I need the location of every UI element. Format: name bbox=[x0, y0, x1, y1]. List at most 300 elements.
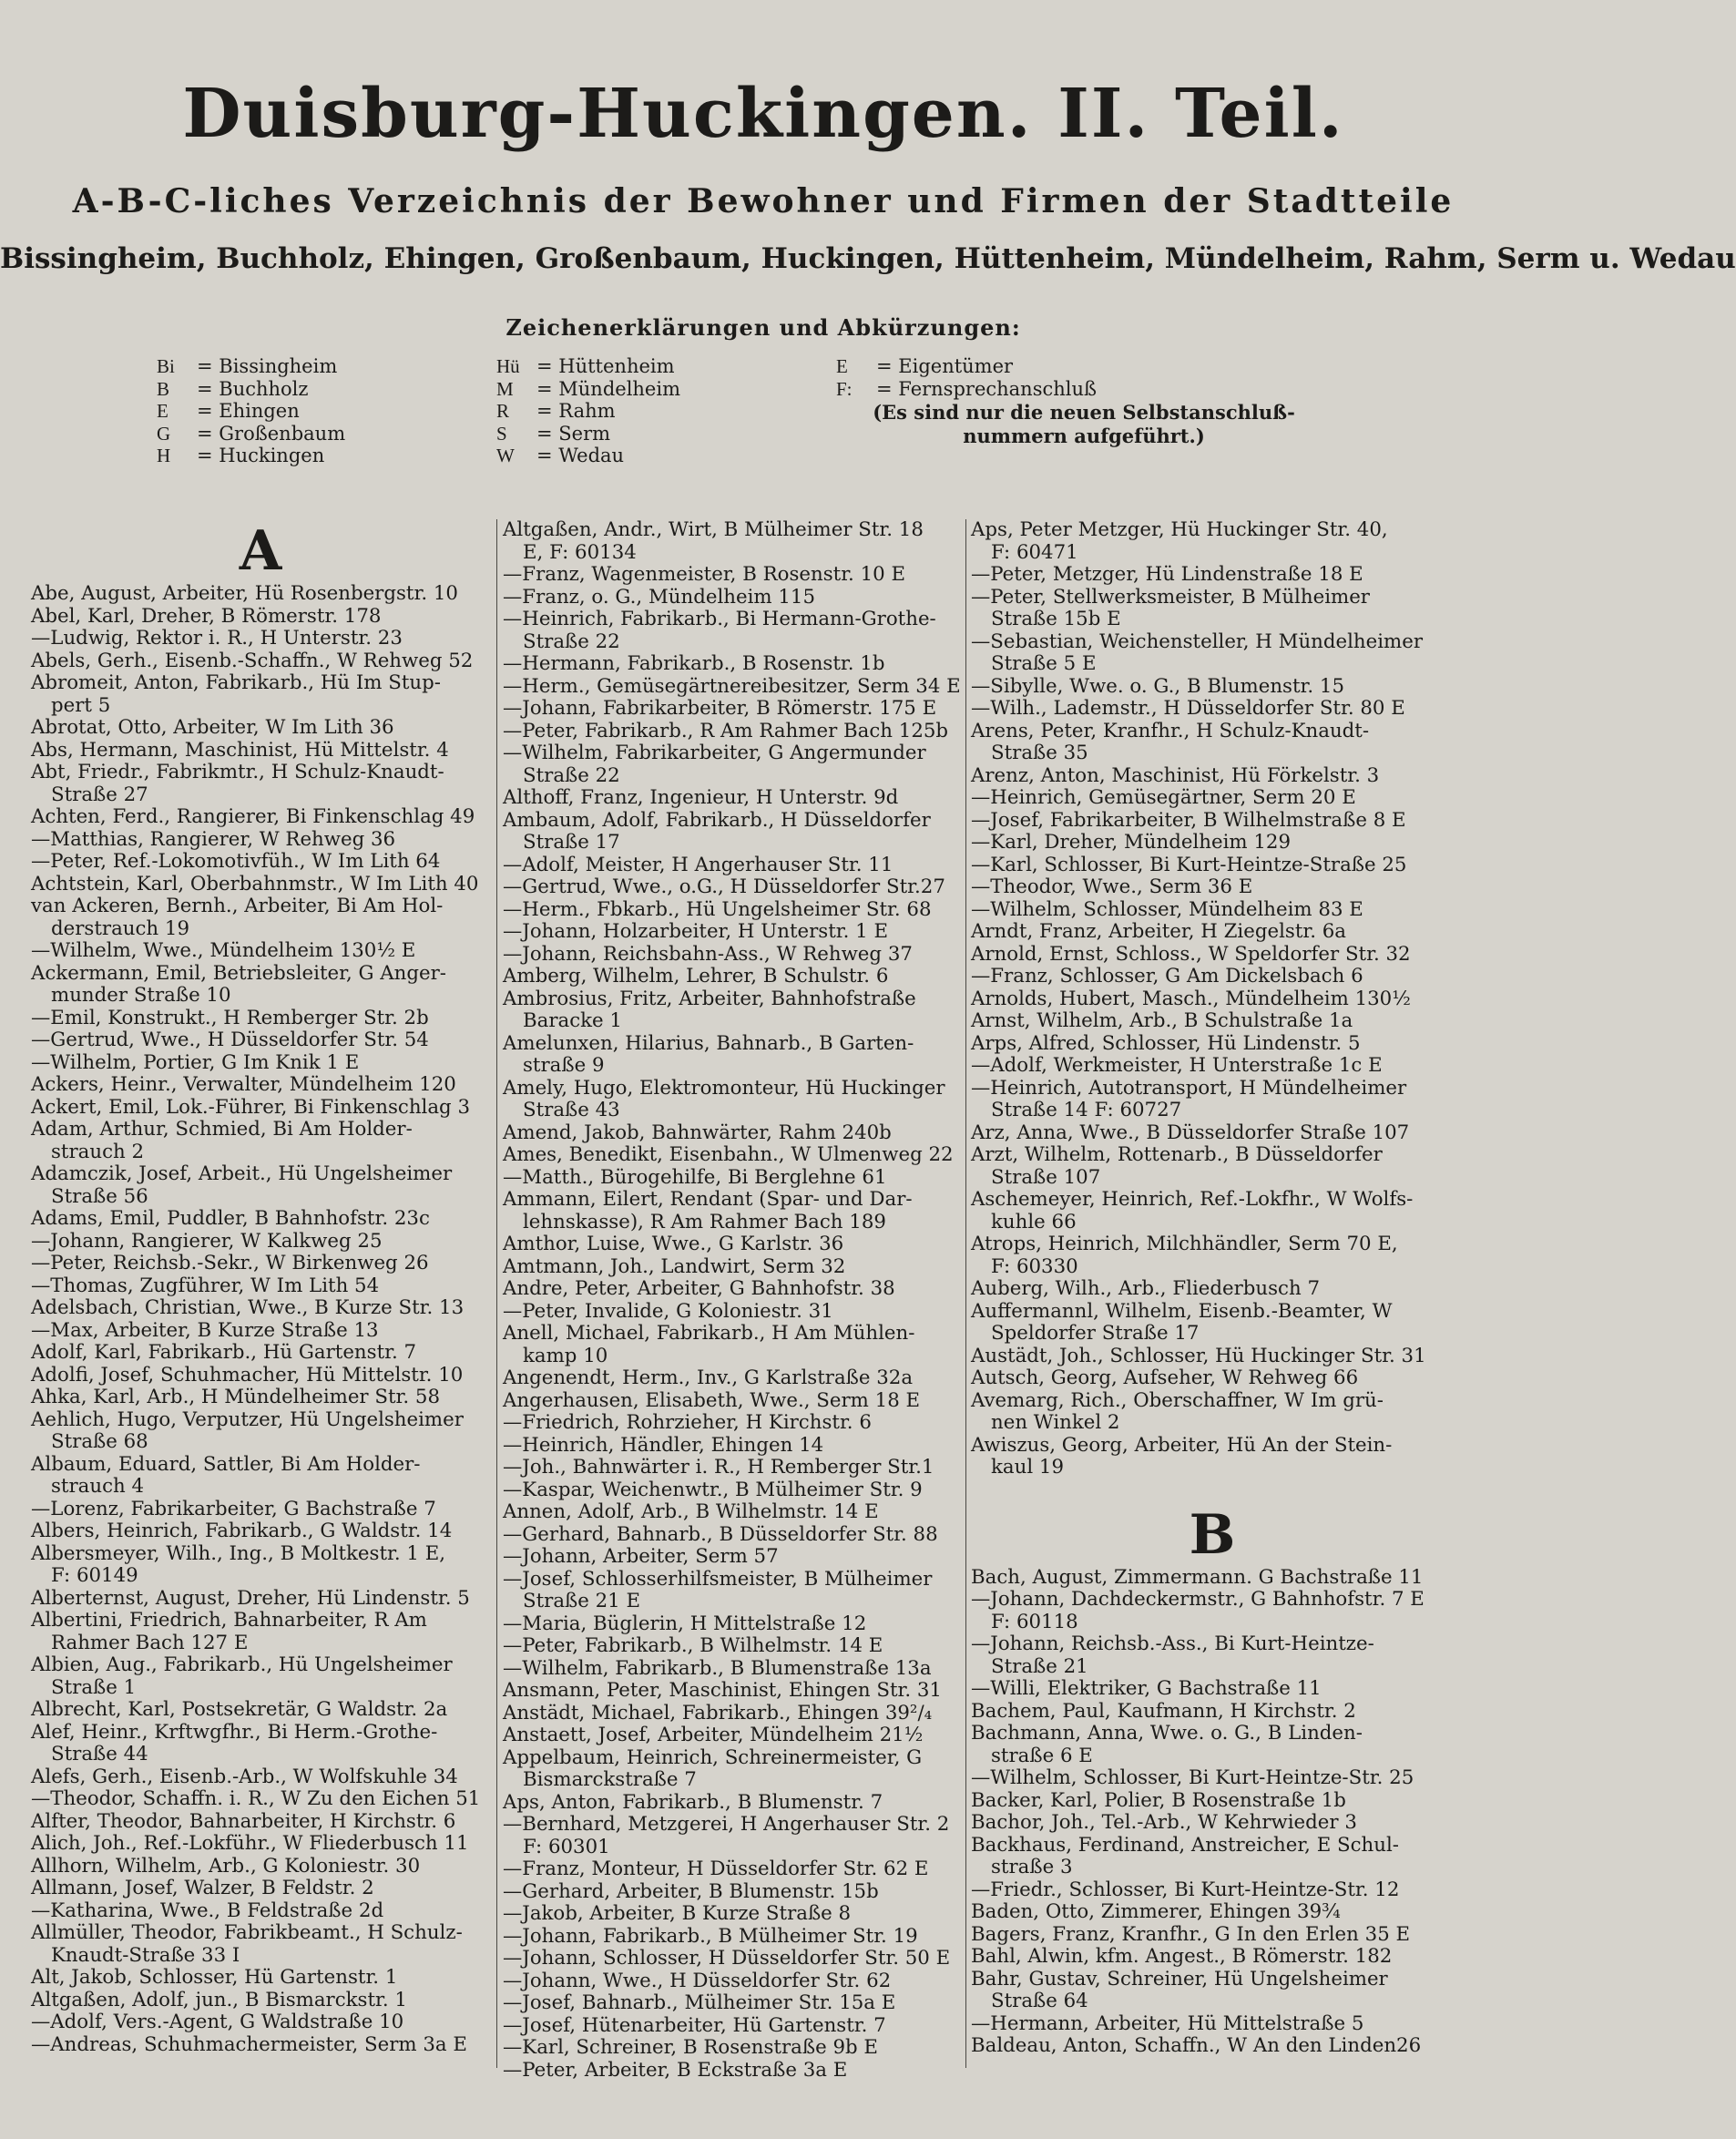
directory-entry-line bbox=[503, 1524, 961, 1547]
entry-text: Altgaßen, Adolf, jun., B Bismarckstr. 1 bbox=[31, 1988, 407, 2011]
entry-text: —Franz, o. G., Mündelheim 115 bbox=[503, 585, 816, 609]
directory-entry-line bbox=[503, 1233, 961, 1256]
directory-entry-line bbox=[971, 653, 1454, 676]
directory-entry-line bbox=[31, 829, 490, 852]
entry-text: —Wilhelm, Schlosser, Bi Kurt-Heintze-Str. 25 bbox=[971, 1766, 1414, 1789]
entry-text: Alefs, Gerh., Eisenb.-Arb., W Wolfskuhle 34 bbox=[31, 1765, 458, 1788]
entry-text: F: 60149 bbox=[51, 1564, 138, 1587]
entry-text: —Johann, Holzarbeiter, H Unterstr. 1 E bbox=[503, 920, 889, 943]
directory-entry-line bbox=[971, 721, 1454, 743]
directory-entry-line bbox=[503, 944, 961, 967]
entry-text: —Josef, Bahnarb., Mülheimer Str. 15a E bbox=[503, 1991, 896, 2014]
directory-entry-line bbox=[31, 784, 490, 807]
directory-entry-line bbox=[503, 1167, 961, 1190]
entry-text: Angerhausen, Elisabeth, Wwe., Serm 18 E bbox=[503, 1388, 921, 1412]
legend-column-2 bbox=[496, 355, 680, 467]
directory-entry-line bbox=[503, 1948, 961, 1970]
directory-entry-line bbox=[31, 672, 490, 695]
directory-entry-line bbox=[971, 1189, 1454, 1212]
entry-text: —Wilh., Lademstr., H Düsseldorfer Str. 80 E bbox=[971, 697, 1405, 720]
directory-entry-line bbox=[503, 587, 961, 609]
directory-entry-line bbox=[503, 1926, 961, 1949]
directory-entry-line bbox=[971, 1055, 1454, 1078]
entry-text: van Ackeren, Bernh., Arbeiter, Bi Am Hol- bbox=[31, 895, 444, 917]
directory-entry-line bbox=[503, 1769, 961, 1792]
entry-text: Bagers, Franz, Kranfhr., G In den Erlen 35 E bbox=[971, 1922, 1411, 1946]
directory-entry-line bbox=[31, 1097, 490, 1120]
entry-text: —Wilhelm, Fabrikarb., B Blumenstraße 13a bbox=[503, 1656, 932, 1680]
directory-entry-line bbox=[503, 631, 961, 654]
entry-text: Althoff, Franz, Ingenieur, H Unterstr. 9d bbox=[503, 786, 899, 809]
legend-note bbox=[820, 401, 1348, 448]
entry-text: Straße 17 bbox=[523, 831, 620, 854]
directory-entry-line bbox=[971, 1100, 1454, 1122]
section-letter: B bbox=[1189, 1502, 1236, 1567]
directory-entry-line bbox=[31, 717, 490, 740]
directory-entry-line bbox=[971, 1790, 1454, 1813]
entry-text: —Johann, Dachdeckermstr., G Bahnhofstr. 7 E bbox=[971, 1588, 1425, 1611]
directory-entry-line bbox=[31, 1253, 490, 1275]
directory-entry-line bbox=[971, 1122, 1454, 1145]
directory-entry-line bbox=[31, 1476, 490, 1499]
entry-text: —Matth., Bürogehilfe, Bi Berglehne 61 bbox=[503, 1165, 887, 1189]
legend-meaning: = Ehingen bbox=[197, 400, 300, 422]
entry-text: Alt, Jakob, Schlosser, Hü Gartenstr. 1 bbox=[31, 1966, 398, 1989]
entry-text: Andre, Peter, Arbeiter, G Bahnhofstr. 38 bbox=[503, 1277, 895, 1300]
entry-text: Auberg, Wilh., Arb., Fliederbusch 7 bbox=[971, 1277, 1321, 1300]
entry-text: Ackert, Emil, Lok.-Führer, Bi Finkenschlag 3 bbox=[31, 1095, 470, 1119]
directory-entry-line bbox=[31, 1499, 490, 1521]
entry-text: Anstädt, Michael, Fabrikarb., Ehingen 39²/₄ bbox=[503, 1701, 933, 1725]
directory-entry-line bbox=[503, 1680, 961, 1703]
directory-entry-line bbox=[503, 519, 961, 542]
entry-text: —Peter, Ref.-Lokomotivfüh., W Im Lith 64 bbox=[31, 850, 441, 873]
directory-entry-line bbox=[971, 1745, 1454, 1768]
entry-text: Altgaßen, Andr., Wirt, B Mülheimer Str. 18 bbox=[503, 518, 924, 541]
directory-entry-line bbox=[503, 1837, 961, 1859]
directory-entry-line bbox=[971, 1678, 1454, 1701]
entry-text: —Johann, Fabrikarbeiter, B Römerstr. 175 E bbox=[503, 697, 937, 720]
entry-text: Amend, Jakob, Bahnwärter, Rahm 240b bbox=[503, 1121, 892, 1144]
directory-entry-line bbox=[31, 1922, 490, 1945]
directory-entry-line bbox=[971, 1367, 1454, 1390]
directory-entry-line bbox=[503, 1501, 961, 1524]
entry-text: Ahka, Karl, Arb., H Mündelheimer Str. 58 bbox=[31, 1386, 441, 1408]
entry-text: —Josef, Hütenarbeiter, Hü Gartenstr. 7 bbox=[503, 2013, 886, 2037]
entry-text: —Peter, Fabrikarb., R Am Rahmer Bach 125b bbox=[503, 719, 949, 742]
directory-entry-line bbox=[31, 1342, 490, 1365]
entry-text: Baracke 1 bbox=[523, 1009, 622, 1032]
entry-text: —Hermann, Fabrikarb., B Rosenstr. 1b bbox=[503, 652, 885, 675]
directory-entry-line bbox=[971, 944, 1454, 967]
directory-entry-line bbox=[503, 988, 961, 1011]
entry-text: Straße 14 F: 60727 bbox=[991, 1099, 1182, 1121]
legend-note-line: nummern aufgeführt.) bbox=[963, 425, 1205, 447]
directory-entry-line bbox=[31, 1208, 490, 1231]
directory-entry-line bbox=[503, 1189, 961, 1212]
entry-text: —Peter, Stellwerksmeister, B Mülheimer bbox=[971, 585, 1370, 609]
entry-text: Abel, Karl, Dreher, B Römerstr. 178 bbox=[31, 604, 382, 628]
entry-text: —Gertrud, Wwe., o.G., H Düsseldorfer Str.27 bbox=[503, 875, 945, 898]
legend-column-3 bbox=[836, 355, 1097, 400]
directory-entry-line bbox=[503, 1881, 961, 1904]
directory-entry-line bbox=[971, 1857, 1454, 1879]
entry-text: —Jakob, Arbeiter, B Kurze Straße 8 bbox=[503, 1902, 852, 1925]
entry-text: Albien, Aug., Fabrikarb., Hü Ungelsheimer bbox=[31, 1653, 453, 1676]
entry-text: —Johann, Fabrikarb., B Mülheimer Str. 19 bbox=[503, 1924, 918, 1948]
legend-abbrev: R bbox=[496, 400, 510, 422]
directory-entry-line bbox=[503, 1569, 961, 1591]
entry-text: Awiszus, Georg, Arbeiter, Hü An der Stein- bbox=[971, 1433, 1393, 1457]
entry-text: —Joh., Bahnwärter i. R., H Remberger Str.1 bbox=[503, 1456, 934, 1479]
directory-entry-line bbox=[503, 742, 961, 765]
entry-text: Adamczik, Josef, Arbeit., Hü Ungelsheimer bbox=[31, 1162, 453, 1185]
directory-entry-line bbox=[31, 1967, 490, 1990]
section-letter: A bbox=[239, 519, 282, 583]
directory-entry-line bbox=[31, 1990, 490, 2012]
directory-entry-line bbox=[31, 1409, 490, 1432]
directory-entry-line bbox=[971, 542, 1454, 565]
entry-text: —Max, Arbeiter, B Kurze Straße 13 bbox=[31, 1318, 379, 1342]
directory-entry-line bbox=[31, 1766, 490, 1789]
directory-entry-line bbox=[503, 698, 961, 721]
directory-entry-line bbox=[971, 1656, 1454, 1679]
directory-entry-line bbox=[503, 810, 961, 833]
directory-entry-line bbox=[971, 1879, 1454, 1902]
entry-text: Albaum, Eduard, Sattler, Bi Am Holder- bbox=[31, 1452, 421, 1476]
legend-entry bbox=[157, 445, 345, 467]
entry-text: Arps, Alfred, Schlosser, Hü Lindenstr. 5 bbox=[971, 1031, 1361, 1055]
entry-text: —Wilhelm, Portier, G Im Knik 1 E bbox=[31, 1050, 360, 1074]
entry-text: —Gerhard, Arbeiter, B Blumenstr. 15b bbox=[503, 1879, 879, 1903]
entry-text: Knaudt-Straße 33 I bbox=[51, 1943, 240, 1967]
entry-text: Alberternst, August, Dreher, Hü Lindenstr. 5 bbox=[31, 1586, 470, 1610]
districts-list: Bissingheim, Buchholz, Ehingen, Großenbaum, Huckingen, Hüttenheim, Mündelheim, Rahm, Serm u. Wedau bbox=[0, 242, 1736, 275]
directory-entry-line bbox=[971, 1233, 1454, 1256]
entry-text: —Matthias, Rangierer, W Rehweg 36 bbox=[31, 827, 396, 851]
directory-entry-line bbox=[971, 1946, 1454, 1969]
directory-entry-line bbox=[503, 1323, 961, 1346]
directory-entry-line bbox=[971, 742, 1454, 765]
directory-entry-line bbox=[971, 1301, 1454, 1324]
directory-entry-line bbox=[31, 1856, 490, 1878]
entry-text: strauch 4 bbox=[51, 1475, 145, 1498]
directory-entry-line bbox=[503, 1814, 961, 1837]
entry-text: Straße 44 bbox=[51, 1743, 148, 1765]
directory-entry-line bbox=[503, 1055, 961, 1078]
directory-entry-line bbox=[503, 609, 961, 631]
entry-text: —Peter, Arbeiter, B Eckstraße 3a E bbox=[503, 2058, 848, 2082]
entry-text: Ames, Benedikt, Eisenbahn., W Ulmenweg 22 bbox=[503, 1143, 954, 1166]
directory-entry-line bbox=[971, 1078, 1454, 1100]
entry-text: —Johann, Reichsbahn-Ass., W Rehweg 37 bbox=[503, 942, 913, 966]
directory-entry-line bbox=[31, 1052, 490, 1075]
directory-column-1 bbox=[31, 519, 490, 2056]
entry-text: —Theodor, Schaffn. i. R., W Zu den Eichen 51 bbox=[31, 1787, 481, 1810]
legend-meaning: = Serm bbox=[536, 422, 611, 445]
directory-entry-line bbox=[503, 1613, 961, 1636]
directory-entry-line bbox=[503, 542, 961, 565]
entry-text: —Johann, Schlosser, H Düsseldorfer Str. 50 E bbox=[503, 1947, 951, 1970]
entry-text: Baden, Otto, Zimmerer, Ehingen 39¾ bbox=[971, 1900, 1341, 1923]
entry-text: —Friedr., Schlosser, Bi Kurt-Heintze-Str. 12 bbox=[971, 1878, 1400, 1901]
directory-entry-line bbox=[971, 1723, 1454, 1745]
entry-text: Ammann, Eilert, Rendant (Spar- und Dar- bbox=[503, 1188, 913, 1211]
directory-entry-line bbox=[503, 2037, 961, 2060]
entry-text: Avemarg, Rich., Oberschaffner, W Im grü- bbox=[971, 1388, 1384, 1412]
directory-entry-line bbox=[31, 2011, 490, 2034]
directory-entry-line bbox=[503, 1992, 961, 2015]
directory-entry-line bbox=[971, 1033, 1454, 1056]
directory-entry-line bbox=[971, 1010, 1454, 1033]
directory-entry-line bbox=[971, 1435, 1454, 1458]
entry-text: Arz, Anna, Wwe., B Düsseldorfer Straße 107 bbox=[971, 1121, 1410, 1144]
directory-entry-line bbox=[503, 1122, 961, 1145]
directory-entry-line bbox=[503, 653, 961, 676]
legend-abbrev: F: bbox=[836, 377, 853, 400]
directory-entry-line bbox=[971, 787, 1454, 810]
directory-entry-line bbox=[971, 1612, 1454, 1634]
directory-entry-line bbox=[31, 1588, 490, 1611]
directory-entry-line bbox=[971, 698, 1454, 721]
entry-text: Albrecht, Karl, Postsekretär, G Waldstr. 2a bbox=[31, 1698, 448, 1721]
directory-entry-line bbox=[971, 1767, 1454, 1790]
directory-entry-line bbox=[31, 806, 490, 829]
entry-text: Arnst, Wilhelm, Arb., B Schulstraße 1a bbox=[971, 1009, 1353, 1032]
entry-text: —Ludwig, Rektor i. R., H Unterstr. 23 bbox=[31, 627, 403, 650]
directory-entry-line bbox=[971, 1323, 1454, 1346]
directory-entry-line bbox=[503, 1010, 961, 1033]
directory-entry-line bbox=[503, 1100, 961, 1122]
directory-entry-line bbox=[971, 1567, 1454, 1590]
entry-text: Anell, Michael, Fabrikarb., H Am Mühlen- bbox=[503, 1322, 915, 1345]
entry-text: Bahl, Alwin, kfm. Angest., B Römerstr. 182 bbox=[971, 1945, 1393, 1968]
entry-text: Straße 56 bbox=[51, 1184, 148, 1208]
legend-entry bbox=[496, 355, 680, 378]
legend-heading: Zeichenerklärungen und Abkürzungen: bbox=[505, 314, 1021, 341]
directory-entry-line bbox=[503, 1703, 961, 1725]
directory-entry-line bbox=[971, 1212, 1454, 1234]
directory-entry-line bbox=[31, 762, 490, 784]
legend-abbrev: E bbox=[157, 400, 168, 422]
directory-entry-line bbox=[31, 1654, 490, 1677]
directory-entry-line bbox=[971, 988, 1454, 1011]
directory-entry-line bbox=[971, 832, 1454, 855]
directory-entry-line bbox=[971, 609, 1454, 631]
entry-text: Arenz, Anton, Maschinist, Hü Förkelstr. 3 bbox=[971, 763, 1380, 787]
legend-meaning: = Fernsprechanschluß bbox=[876, 377, 1098, 400]
legend-entry bbox=[157, 355, 345, 378]
entry-text: —Gertrud, Wwe., H Düsseldorfer Str. 54 bbox=[31, 1029, 429, 1051]
entry-text: Ambaum, Adolf, Fabrikarb., H Düsseldorfer bbox=[503, 808, 931, 832]
directory-entry-line bbox=[31, 1297, 490, 1320]
directory-entry-line bbox=[31, 1788, 490, 1811]
directory-entry-line bbox=[503, 1346, 961, 1368]
directory-entry-line bbox=[31, 1878, 490, 1900]
directory-entry-line bbox=[503, 787, 961, 810]
directory-entry-line bbox=[971, 1924, 1454, 1947]
entry-text: F: 60301 bbox=[523, 1835, 610, 1858]
entry-text: Abs, Hermann, Maschinist, Hü Mittelstr. 4 bbox=[31, 738, 449, 762]
directory-entry-line bbox=[971, 855, 1454, 877]
entry-text: Amthor, Luise, Wwe., G Karlstr. 36 bbox=[503, 1233, 844, 1255]
directory-entry-line bbox=[971, 765, 1454, 788]
entry-text: —Theodor, Wwe., Serm 36 E bbox=[971, 875, 1253, 898]
directory-entry-line bbox=[971, 2013, 1454, 2036]
directory-column-2 bbox=[503, 519, 961, 2082]
entry-text: Bismarckstraße 7 bbox=[523, 1768, 697, 1791]
directory-entry-line bbox=[503, 1256, 961, 1279]
entry-text: nen Winkel 2 bbox=[991, 1411, 1120, 1434]
entry-text: Abe, August, Arbeiter, Hü Rosenbergstr. 10 bbox=[31, 582, 458, 605]
legend-entry bbox=[496, 423, 680, 445]
directory-entry-line bbox=[503, 1435, 961, 1458]
directory-entry-line bbox=[971, 1278, 1454, 1301]
directory-entry-line bbox=[503, 564, 961, 587]
entry-text: Bachmann, Anna, Wwe. o. G., B Linden- bbox=[971, 1722, 1363, 1745]
directory-entry-line bbox=[31, 1833, 490, 1856]
entry-text: Allmüller, Theodor, Fabrikbeamt., H Schulz- bbox=[31, 1921, 463, 1944]
entry-text: —Heinrich, Fabrikarb., Bi Hermann-Grothe- bbox=[503, 608, 936, 630]
directory-entry-line bbox=[971, 1144, 1454, 1167]
entry-text: —Herm., Gemüsegärtnereibesitzer, Serm 34 E bbox=[503, 674, 961, 698]
entry-text: —Adolf, Meister, H Angerhauser Str. 11 bbox=[503, 853, 894, 876]
directory-entry-line bbox=[31, 1811, 490, 1834]
entry-text: Alfter, Theodor, Bahnarbeiter, H Kirchstr. 6 bbox=[31, 1809, 456, 1833]
entry-text: —Bernhard, Metzgerei, H Angerhauser Str. 2 bbox=[503, 1813, 950, 1836]
directory-entry-line bbox=[503, 1457, 961, 1479]
entry-text: —Johann, Rangierer, W Kalkweg 25 bbox=[31, 1229, 383, 1253]
entry-text: Straße 43 bbox=[523, 1099, 620, 1121]
column-divider bbox=[965, 519, 966, 2068]
legend-abbrev: S bbox=[496, 422, 507, 445]
entry-text: Albertini, Friedrich, Bahnarbeiter, R Am bbox=[31, 1609, 427, 1632]
directory-entry-line bbox=[971, 519, 1454, 542]
entry-text: Adolf, Karl, Fabrikarb., Hü Gartenstr. 7 bbox=[31, 1341, 417, 1364]
entry-text: Arens, Peter, Kranfhr., H Schulz-Knaudt- bbox=[971, 719, 1370, 742]
directory-entry-line bbox=[971, 1346, 1454, 1368]
entry-text: —Adolf, Werkmeister, H Unterstraße 1c E bbox=[971, 1054, 1383, 1077]
entry-text: Amelunxen, Hilarius, Bahnarb., B Garten- bbox=[503, 1031, 914, 1055]
directory-entry-line bbox=[503, 1078, 961, 1100]
entry-text: —Franz, Monteur, H Düsseldorfer Str. 62 E bbox=[503, 1858, 929, 1880]
directory-entry-line bbox=[503, 921, 961, 944]
legend-abbrev: M bbox=[496, 377, 514, 400]
directory-entry-line bbox=[31, 1119, 490, 1141]
legend-column-1 bbox=[157, 355, 345, 467]
directory-entry-line bbox=[503, 1301, 961, 1324]
entry-text: kuhle 66 bbox=[991, 1210, 1077, 1233]
entry-text: Arnolds, Hubert, Masch., Mündelheim 130½ bbox=[971, 987, 1411, 1010]
entry-text: Appelbaum, Heinrich, Schreinermeister, G bbox=[503, 1745, 923, 1769]
directory-entry-line bbox=[503, 1858, 961, 1881]
entry-text: Arnold, Ernst, Schloss., W Speldorfer Str. 32 bbox=[971, 942, 1411, 966]
directory-entry-line bbox=[31, 1029, 490, 1052]
directory-entry-line bbox=[971, 1835, 1454, 1858]
directory-entry-line bbox=[971, 1701, 1454, 1724]
entry-text: Aehlich, Hugo, Verputzer, Hü Ungelsheimer bbox=[31, 1407, 464, 1431]
entry-text: —Peter, Fabrikarb., B Wilhelmstr. 14 E bbox=[503, 1634, 883, 1657]
directory-entry-line bbox=[31, 1008, 490, 1030]
entry-text: Straße 68 bbox=[51, 1430, 148, 1453]
legend-meaning: = Eigentümer bbox=[876, 355, 1014, 377]
entry-text: F: 60471 bbox=[991, 540, 1078, 564]
entry-text: Backhaus, Ferdinand, Anstreicher, E Schul- bbox=[971, 1833, 1399, 1857]
entry-text: —Wilhelm, Schlosser, Mündelheim 83 E bbox=[971, 897, 1363, 921]
directory-entry-line bbox=[971, 966, 1454, 988]
directory-entry-line bbox=[503, 1635, 961, 1658]
entry-text: —Friedrich, Rohrzieher, H Kirchstr. 6 bbox=[503, 1411, 872, 1434]
entry-text: Speldorfer Straße 17 bbox=[991, 1322, 1200, 1345]
entry-text: —Heinrich, Händler, Ehingen 14 bbox=[503, 1433, 824, 1457]
directory-entry-line bbox=[971, 1969, 1454, 1991]
directory-entry-line bbox=[503, 1546, 961, 1569]
entry-text: derstrauch 19 bbox=[51, 916, 190, 940]
directory-entry-line bbox=[31, 583, 490, 606]
entry-text: Ackers, Heinr., Verwalter, Mündelheim 120 bbox=[31, 1073, 456, 1096]
entry-text: —Herm., Fbkarb., Hü Ungelsheimer Str. 68 bbox=[503, 897, 932, 921]
entry-text: Allmann, Josef, Walzer, B Feldstr. 2 bbox=[31, 1877, 374, 1899]
entry-text: Auffermannl, Wilhelm, Eisenb.-Beamter, W bbox=[971, 1299, 1393, 1323]
entry-text: kaul 19 bbox=[991, 1456, 1064, 1479]
entry-text: —Karl, Schlosser, Bi Kurt-Heintze-Straße 25 bbox=[971, 853, 1407, 876]
entry-text: Angenendt, Herm., Inv., G Karlstraße 32a bbox=[503, 1366, 914, 1389]
directory-entry-line bbox=[31, 1632, 490, 1655]
legend-entry bbox=[836, 355, 1097, 378]
entry-text: —Franz, Schlosser, G Am Dickelsbach 6 bbox=[971, 965, 1363, 988]
directory-entry-line bbox=[503, 1033, 961, 1056]
legend-abbrev: E bbox=[836, 355, 848, 377]
entry-text: —Karl, Dreher, Mündelheim 129 bbox=[971, 831, 1292, 854]
entry-text: straße 9 bbox=[523, 1054, 605, 1077]
directory-entry-line bbox=[31, 1610, 490, 1632]
entry-text: —Lorenz, Fabrikarbeiter, G Bachstraße 7 bbox=[31, 1497, 436, 1520]
entry-text: —Johann, Reichsb.-Ass., Bi Kurt-Heintze- bbox=[971, 1632, 1374, 1655]
entry-text: Aps, Peter Metzger, Hü Huckinger Str. 40, bbox=[971, 518, 1388, 541]
entry-text: —Gerhard, Bahnarb., B Düsseldorfer Str. 88 bbox=[503, 1522, 938, 1546]
entry-text: kamp 10 bbox=[523, 1344, 608, 1367]
directory-entry-line bbox=[503, 2060, 961, 2083]
directory-entry-line bbox=[971, 2035, 1454, 2058]
directory-entry-line bbox=[31, 1945, 490, 1968]
directory-entry-line bbox=[31, 1141, 490, 1164]
entry-text: Straße 15b E bbox=[991, 608, 1121, 630]
entry-text: Abrotat, Otto, Arbeiter, W Im Lith 36 bbox=[31, 716, 394, 739]
entry-text: —Peter, Metzger, Hü Lindenstraße 18 E bbox=[971, 563, 1363, 586]
entry-text: Bachem, Paul, Kaufmann, H Kirchstr. 2 bbox=[971, 1699, 1356, 1723]
directory-entry-line bbox=[31, 896, 490, 918]
entry-text: —Johann, Wwe., H Düsseldorfer Str. 62 bbox=[503, 1969, 892, 1992]
entry-text: Albersmeyer, Wilh., Ing., B Moltkestr. 1 E, bbox=[31, 1541, 446, 1565]
entry-text: munder Straße 10 bbox=[51, 984, 231, 1007]
directory-entry-line bbox=[503, 676, 961, 699]
entry-text: —Johann, Arbeiter, Serm 57 bbox=[503, 1545, 779, 1568]
directory-entry-line bbox=[31, 1387, 490, 1409]
legend-entry bbox=[496, 378, 680, 401]
entry-text: Rahmer Bach 127 E bbox=[51, 1631, 249, 1654]
directory-entry-line bbox=[503, 1591, 961, 1613]
entry-text: —Peter, Reichsb.-Sekr., W Birkenweg 26 bbox=[31, 1252, 429, 1274]
directory-entry-line bbox=[971, 1457, 1454, 1479]
entry-text: Straße 107 bbox=[991, 1165, 1101, 1189]
entry-text: lehnskasse), R Am Rahmer Bach 189 bbox=[523, 1210, 886, 1233]
legend-entry bbox=[836, 378, 1097, 401]
legend-abbrev: W bbox=[496, 445, 515, 466]
entry-text: Alich, Joh., Ref.-Lokführ., W Fliederbusch 11 bbox=[31, 1832, 469, 1855]
directory-entry-line bbox=[31, 1454, 490, 1477]
directory-column-3 bbox=[971, 519, 1454, 2058]
entry-text: —Andreas, Schuhmachermeister, Serm 3a E bbox=[31, 2032, 467, 2056]
